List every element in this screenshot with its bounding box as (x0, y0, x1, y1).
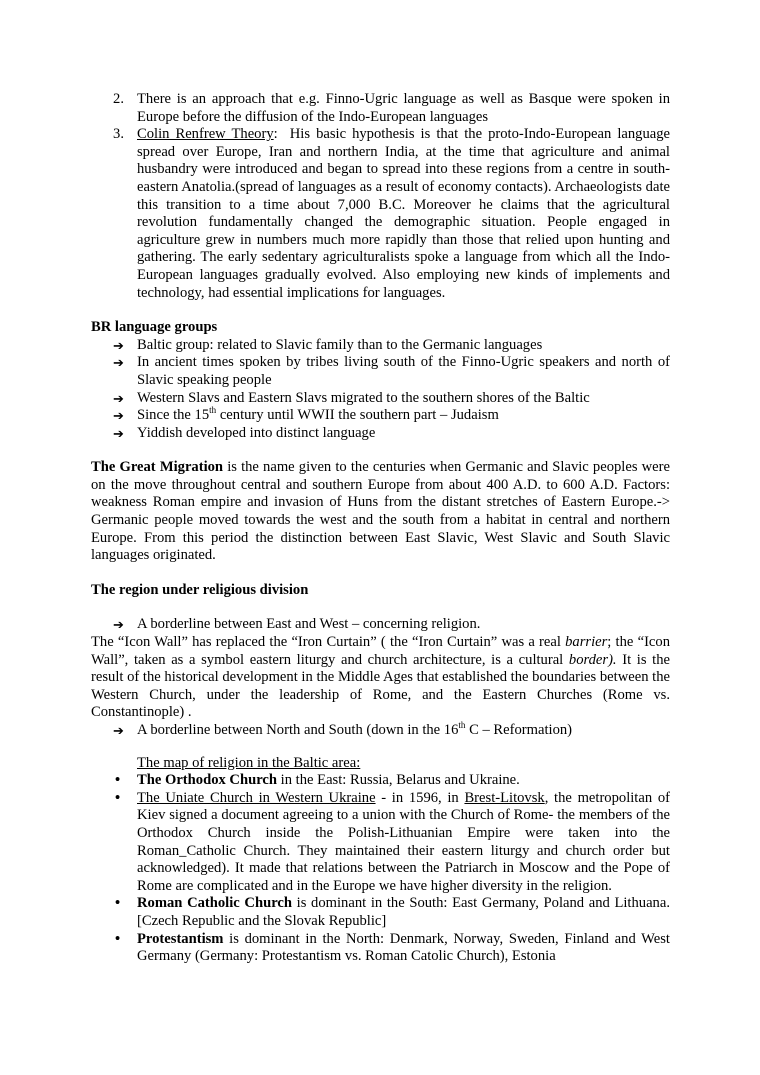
arrow-item: ➔ Since the 15th century until WWII the southern part – Judaism (113, 405, 499, 424)
theory-title: Colin Renfrew Theory (137, 126, 274, 143)
theory-separator: : (273, 126, 290, 143)
arrow-item: ➔ A borderline between North and South (down in the 16th C – Reformation) (113, 720, 573, 738)
bullet-icon: • (115, 930, 121, 947)
bullet-item: • The Orthodox Church in the East: Russia, Belarus and Ukraine. (115, 772, 520, 789)
section-heading: BR language groups (91, 319, 218, 336)
arrow-item: ➔ Western Slavs and Eastern Slavs migrated to the southern shores of the Baltic (113, 389, 590, 406)
arrow-item: ➔ Yiddish developed into distinct language (113, 424, 376, 441)
document-page (91, 91, 670, 966)
arrow-icon: ➔ (113, 723, 124, 738)
arrow-icon: ➔ (113, 390, 124, 406)
section-heading: The region under religious division (91, 581, 309, 598)
bullet-icon: • (115, 895, 121, 912)
arrow-icon: ➔ (113, 425, 124, 441)
bullet-icon: • (115, 772, 121, 789)
arrow-item: ➔ A borderline between East and West – concerning religion. (113, 616, 481, 633)
arrow-icon: ➔ (113, 337, 124, 353)
item-number: 3. (113, 126, 124, 143)
bullet-item: • The Uniate Church in Western Ukraine - in 1596, in Brest-Litovsk, the metropolitan of Kiev signed a document agreeing to a union with the Church of Rome- the members of the Orthodox Church inside the Polish-Lithuanian Empire were taken into the Roman_Catholic Church. They maintained their eastern liturgy and church order but acknowledged). It made that relations between the Patriarch in Moscow and the Pope of Rome are complicated and in the Europe we have higher diversity in the religion. (115, 789, 670, 894)
item-number: 2. (113, 91, 124, 107)
migration-lead: The Great Migration (91, 459, 224, 476)
bullet-icon: • (115, 789, 121, 806)
item-text: There is an approach that e.g. Finno-Ugric language as well as Basque were spoken in Europe before the diffusion of the Indo-European languages (137, 91, 670, 125)
arrow-item: ➔ In ancient times spoken by tribes living south of the Finno-Ugric speakers and north of Slavic speaking people (113, 354, 670, 388)
migration-paragraph: The Great Migration is the name given to the centuries when Germanic and Slavic peoples were on the move throughout central and southern Europe from about 400 A.D. to 600 A.D. Factors: weakness Roman empire and invasion of Huns from the distant stretches of Eastern Europe.-> Germanic people moved towards the west and the south from a habitat in central and northern Europe. From this period the distinction between East Slavic, West Slavic and South Slavic languages originated. (91, 459, 670, 564)
arrow-icon: ➔ (113, 617, 124, 633)
arrow-item: ➔ Baltic group: related to Slavic family than to the Germanic languages (113, 336, 543, 353)
arrow-icon: ➔ (113, 355, 124, 371)
item-text: His basic hypothesis is that the proto-Indo-European language spread over Europe, Iran and northern India, at the time that agriculture and animal husbandry were introduced and began to spread into these regions from a centre in south-eastern Anatolia.(spread of languages as a result of economy contacts). Archaeologists date this transition to a time about 7,000 B.C. Moreover he claims that the agricultural revolution fundamentally changed the demographic situation. People engaged in agriculture grew in numbers much more rapidly than those that relied upon hunting and gathering. The early sedentary agriculturalists spoke a language from which all the Indo-European languages gradually evolved. Also employing new kinds of implements and technology, had essential implications for languages. (137, 126, 670, 301)
map-title: The map of religion in the Baltic area: (137, 754, 361, 771)
bullet-item: • Roman Catholic Church is dominant in the South: East Germany, Poland and Lithuana. [Czech Republic and the Slovak Republic] (115, 895, 670, 929)
arrow-icon: ➔ (113, 408, 124, 424)
numbered-item (91, 91, 670, 126)
bullet-item: • Protestantism is dominant in the North: Denmark, Norway, Sweden, Finland and West Germany (Germany: Protestantism vs. Roman Catolic Church), Estonia (115, 930, 670, 965)
icon-wall-paragraph: The “Icon Wall” has replaced the “Iron Curtain” ( the “Iron Curtain” was a real barrier; the “Icon Wall”, taken as a symbol eastern liturgy and church architecture, is a cultural border). It is the result of the historical development in the Middle Ages that established the boundaries between the Western Church, under the leadership of Rome, and the Eastern Churches (Rome vs. Constantinople) . (91, 634, 671, 721)
numbered-item (91, 126, 670, 302)
